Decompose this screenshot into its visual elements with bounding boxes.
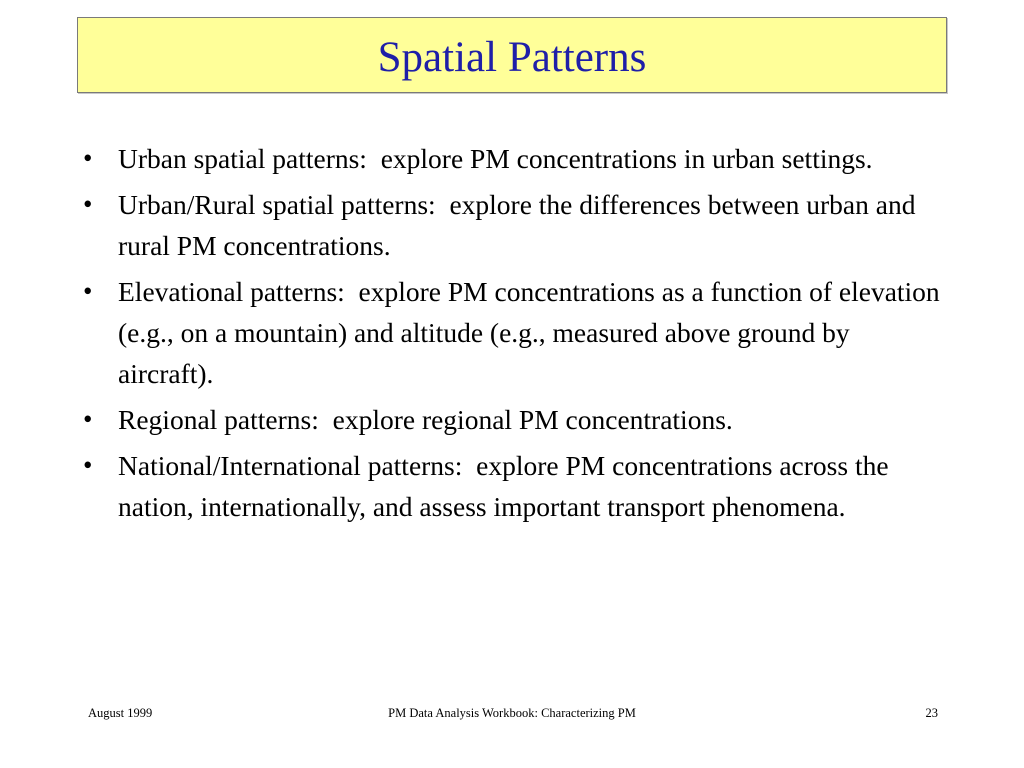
bullet-icon: • [83,450,93,480]
bullet-item [80,271,950,394]
bullet-label: Regional patterns: [118,404,319,435]
bullet-text: explore the differences between urban and rural PM concentrations. [118,189,916,261]
bullet-icon: • [83,143,93,173]
bullet-item [80,445,950,527]
bullet-list [80,138,950,532]
bullet-label: Urban/Rural spatial patterns: [118,189,436,220]
bullet-label: National/International patterns: [118,450,463,481]
bullet-item [80,138,950,179]
bullet-item [80,184,950,266]
bullet-text: explore PM concentrations across the nation, internationally, and assess important transport phenomena. [118,450,889,522]
bullet-label: Elevational patterns: [118,276,345,307]
bullet-item [80,399,950,440]
bullet-text: explore regional PM concentrations. [332,404,733,435]
bullet-label: Urban spatial patterns: [118,143,367,174]
bullet-icon: • [83,276,93,306]
bullet-text: explore PM concentrations in urban settings. [380,143,873,174]
bullet-text: explore PM concentrations as a function of elevation (e.g., on a mountain) and altitude (e.g., measured above ground by aircraft). [118,276,940,389]
footer-page-number: 23 [925,706,938,720]
slide-title: Spatial Patterns [377,33,647,81]
footer-workbook-title: PM Data Analysis Workbook: Characterizing PM [388,706,636,720]
bullet-icon: • [83,189,93,219]
footer-date: August 1999 [88,706,153,720]
title-box [77,17,947,93]
bullet-icon: • [83,404,93,434]
